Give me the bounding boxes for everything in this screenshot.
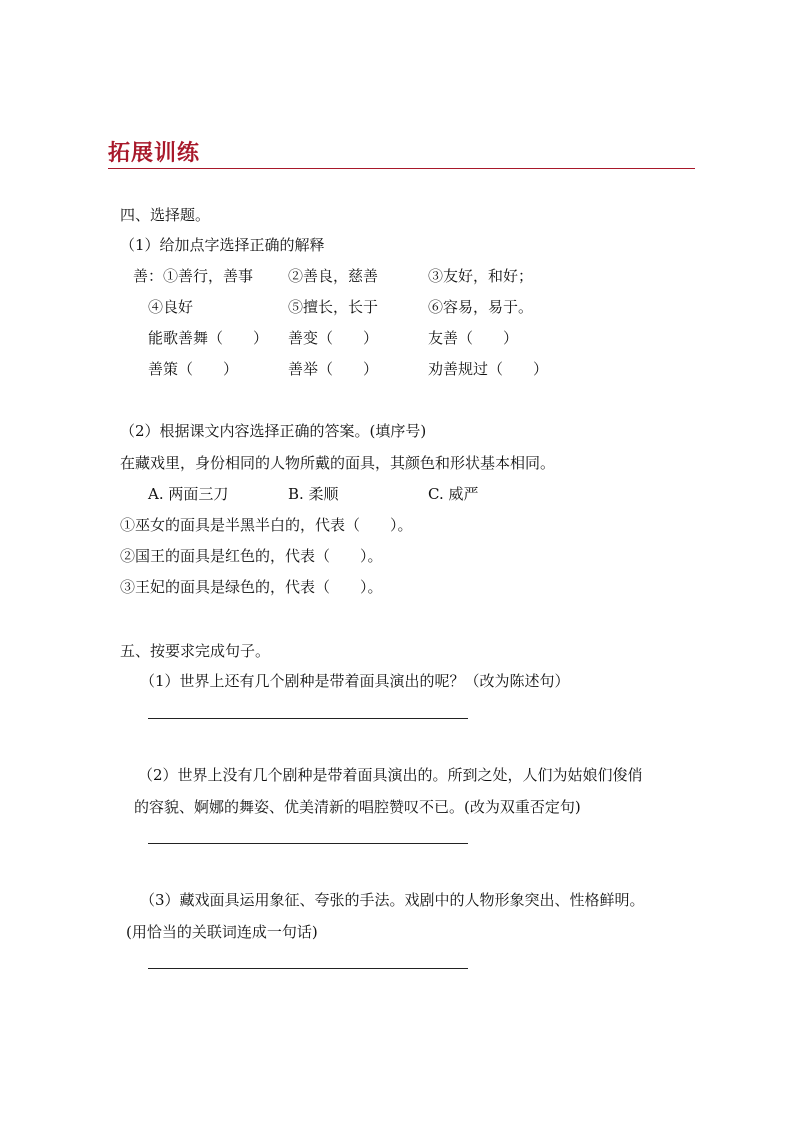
s5-q2-answer-line[interactable] [148,843,468,844]
s5-q1: （1）世界上还有几个剧种是带着面具演出的呢？（改为陈述句） [140,672,570,690]
meaning-3: ③友好，和好； [428,267,534,285]
meaning-4: ④良好 [148,298,194,316]
meaning-5: ⑤擅长，长于 [288,298,379,316]
meaning-6: ⑥容易，易于。 [428,298,534,316]
page-header-title: 拓展训练 [108,141,201,166]
section4-heading: 四、选择题。 [120,206,211,224]
s5-q3-line1: （3）藏戏面具运用象征、夸张的手法。戏剧中的人物形象突出、性格鲜明。 [140,891,645,909]
item-shanbian[interactable]: 善变（ ） [288,329,379,347]
s5-q3-answer-line[interactable] [148,968,468,969]
option-b: B. 柔顺 [288,485,339,503]
header-rule [108,168,695,169]
item-shance[interactable]: 善策（ ） [148,360,239,378]
item-quanshanguiguo[interactable]: 劝善规过（ ） [428,360,549,378]
option-c: C. 威严 [428,485,479,503]
q2-prompt: （2）根据课文内容选择正确的答案。(填序号) [120,422,427,440]
item-shanju[interactable]: 善举（ ） [288,360,379,378]
q2-statement: 在藏戏里，身份相同的人物所戴的面具，其颜色和形状基本相同。 [120,454,556,472]
s5-q3-line2: (用恰当的关联词连成一句话) [126,923,318,941]
item-youshan[interactable]: 友善（ ） [428,329,519,347]
meaning-2: ②善良，慈善 [288,267,379,285]
s5-q2-line1: （2）世界上没有几个剧种是带着面具演出的。所到之处，人们为姑娘们俊俏 [138,766,643,784]
meaning-1: 善：①善行，善事 [133,267,254,285]
q2-sub-3[interactable]: ③王妃的面具是绿色的，代表（ ）。 [120,578,383,596]
item-nenggeshanwu[interactable]: 能歌善舞（ ） [148,329,269,347]
q1-prompt: （1）给加点字选择正确的解释 [120,236,325,254]
s5-q1-answer-line[interactable] [148,718,468,719]
section5-heading: 五、按要求完成句子。 [120,642,271,660]
s5-q2-line2: 的容貌、婀娜的舞姿、优美清新的唱腔赞叹不已。(改为双重否定句) [134,798,581,816]
q2-sub-1[interactable]: ①巫女的面具是半黑半白的，代表（ ）。 [120,516,413,534]
q2-sub-2[interactable]: ②国王的面具是红色的，代表（ ）。 [120,547,383,565]
option-a: A. 两面三刀 [148,485,229,503]
